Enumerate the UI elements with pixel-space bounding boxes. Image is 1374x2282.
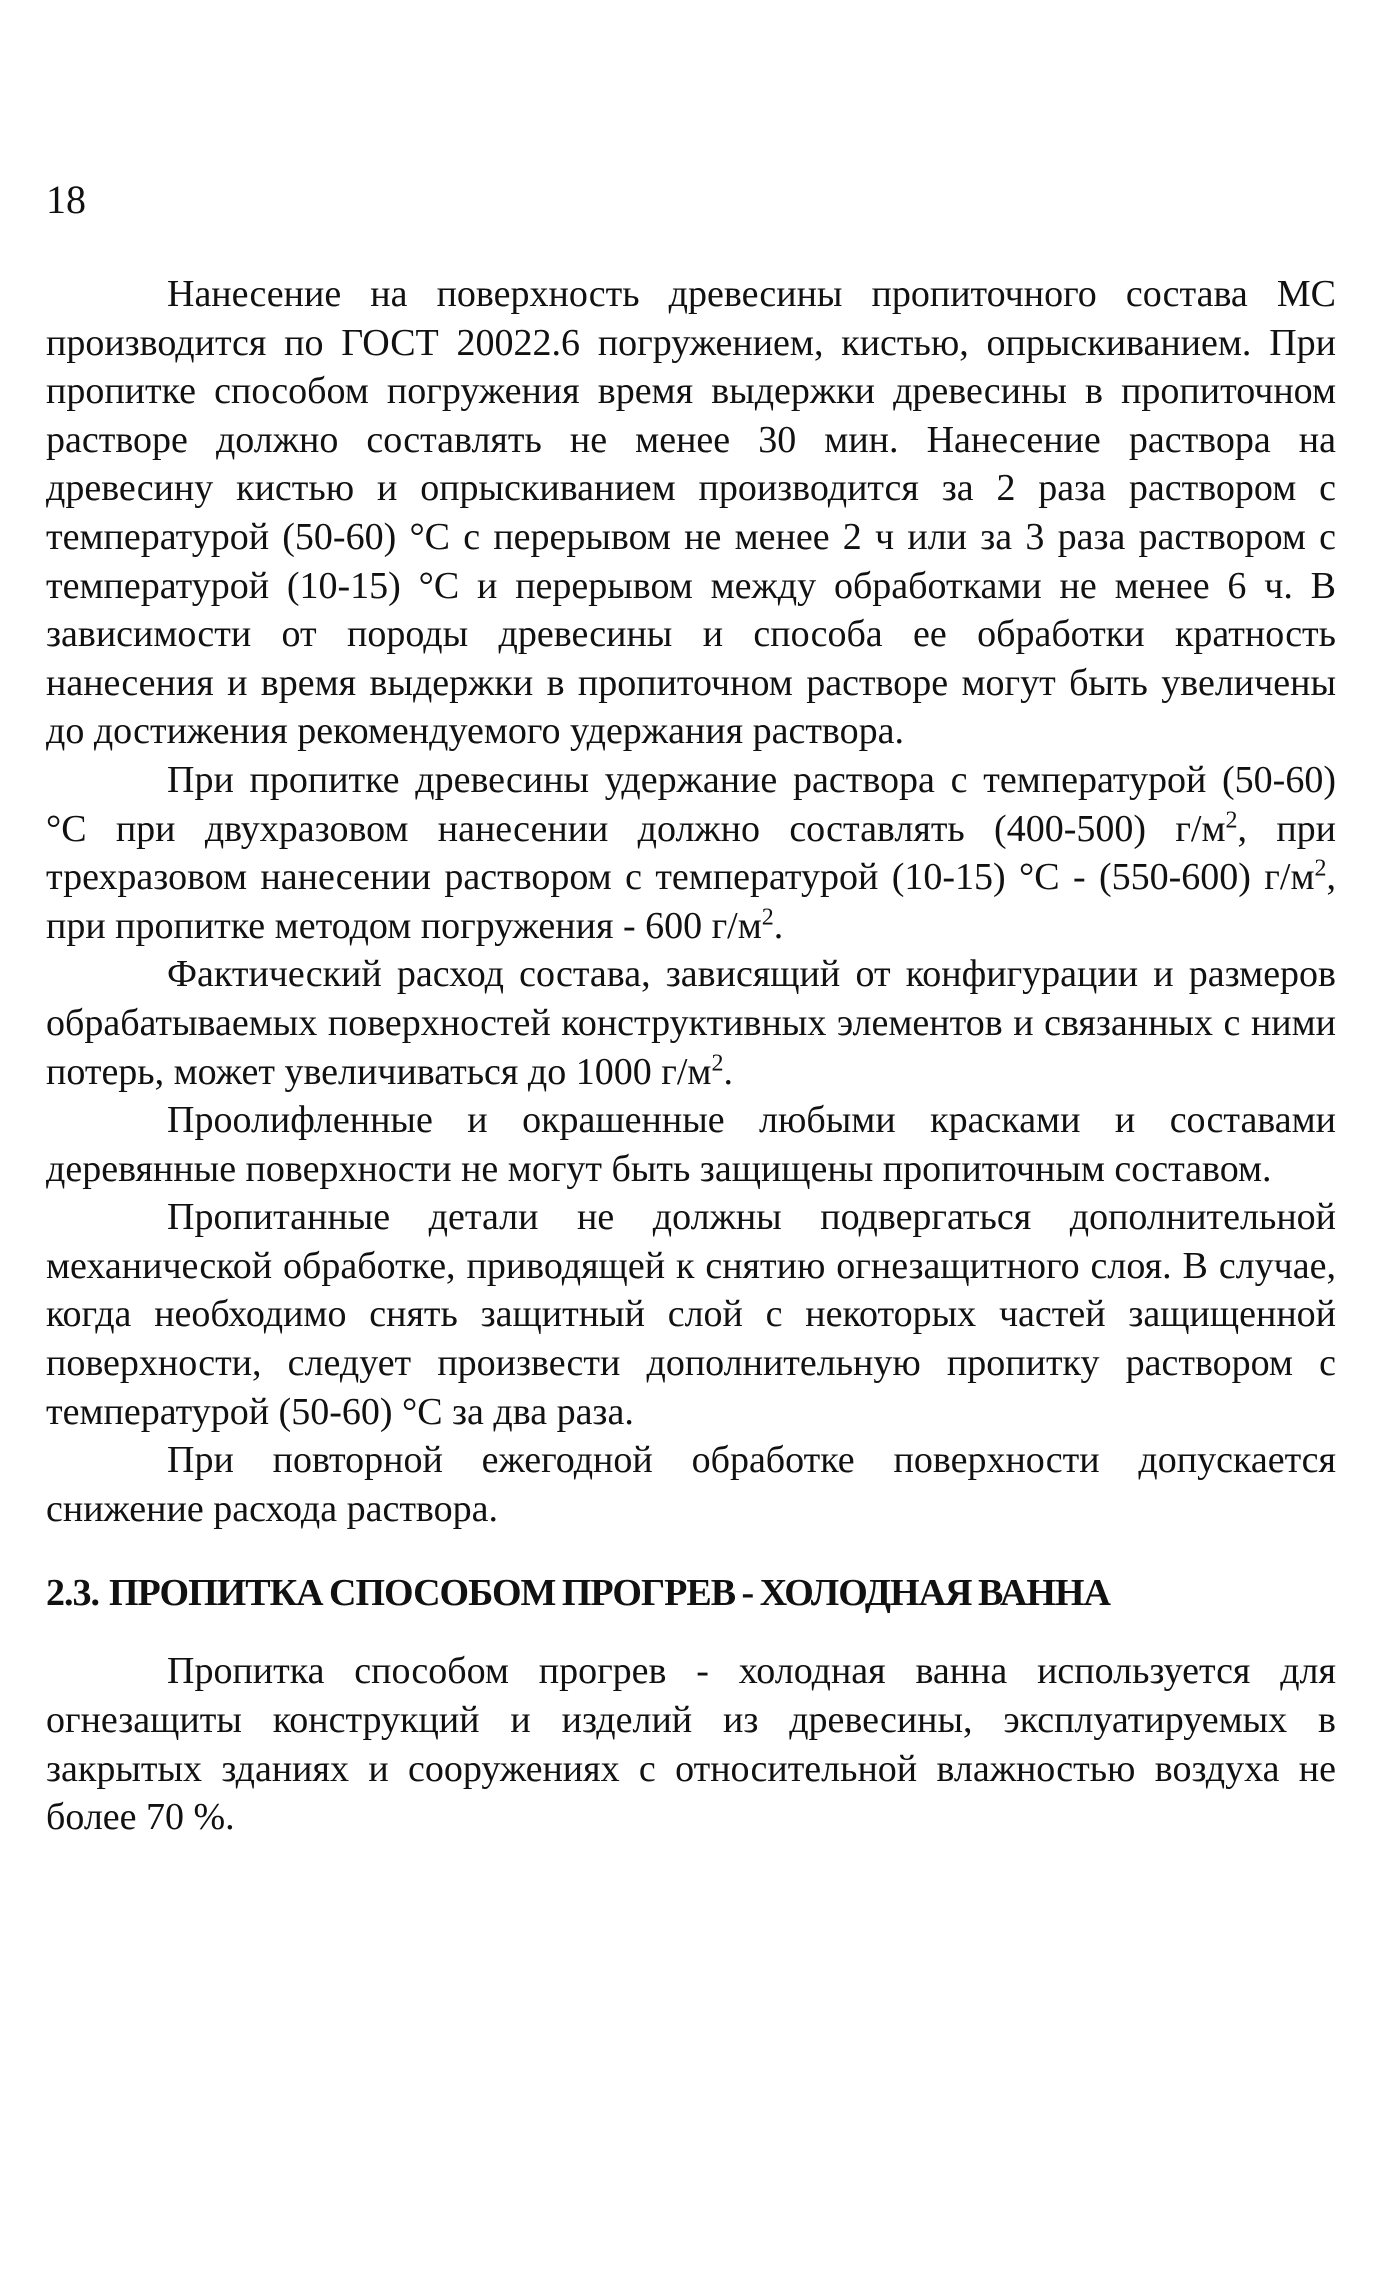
paragraph-application-methods: Нанесение на поверхность древесины пропиточного состава МС производится по ГОСТ 20022.6 погружением, кистью, опрыскиванием. При пропитке способом погружения время выдержки древесины в пропиточном растворе должно составлять не менее 30 мин. Нанесение раствора на древесину кистью и опрыскиванием производится за 2 раза раствором с температурой (50-60) °С с перерывом не менее 2 ч или за 3 раза раствором с температурой (10-15) °С и перерывом между обработками не менее 6 ч. В зависимости от породы древесины и способа ее обработки кратность нанесения и время выдержки в пропиточном растворе могут быть увеличены до достижения рекомендуемого удержания раствора. xyxy=(46,273,1336,753)
superscript: 2 xyxy=(761,904,774,931)
body-text xyxy=(46,270,1336,1842)
page-number: 18 xyxy=(46,177,86,222)
paragraph-painted-surfaces: Проолифленные и окрашенные любыми красками и составами деревянные поверхности не могут быть защищены пропиточным составом. xyxy=(46,1099,1336,1190)
section-number: 2.3. xyxy=(46,1572,99,1615)
superscript: 2 xyxy=(711,1049,724,1076)
paragraph-hot-cold-bath: Пропитка способом прогрев - холодная ванна используется для огнезащиты конструкций и изделий из древесины, эксплуатируемых в закрытых зданиях и сооружениях с относительной влажностью воздуха не более 70 %. xyxy=(46,1650,1336,1839)
paragraph-mechanical-processing: Пропитанные детали не должны подвергаться дополнительной механической обработке, приводящей к снятию огнезащитного слоя. В случае, когда необходимо снять защитный слой с некоторых частей защищенной поверхности, следует произвести дополнительную пропитку раствором с температурой (50-60) °С за два раза. xyxy=(46,1196,1336,1433)
text-fragment: , при трехразовом нанесении раствором с температурой (10-15) °С - (550-600) г/м xyxy=(46,807,1336,899)
paragraph-solution-retention xyxy=(46,756,1336,950)
section-title: ПРОПИТКА СПОСОБОМ ПРОГРЕВ - ХОЛОДНАЯ ВАННА xyxy=(109,1572,1110,1615)
paragraph-actual-consumption xyxy=(46,950,1336,1096)
section-heading xyxy=(46,1569,1336,1617)
text-fragment: При пропитке древесины удержание раствора с температурой (50-60) °С при двухразовом нанесении должно составлять (400-500) г/м xyxy=(46,758,1336,850)
superscript: 2 xyxy=(1225,806,1238,833)
superscript: 2 xyxy=(1314,855,1327,882)
text-fragment: , при пропитке методом погружения - 600 г/м xyxy=(46,856,1336,947)
paragraph-annual-treatment: При повторной ежегодной обработке поверхности допускается снижение расхода раствора. xyxy=(46,1439,1336,1530)
text-fragment: Фактический расход состава, зависящий от конфигурации и размеров обрабатываемых поверхностей конструктивных элементов и связанных с ними потерь, может увеличиваться до 1000 г/м xyxy=(46,953,1336,1093)
text-fragment: . xyxy=(773,904,784,947)
text-fragment: . xyxy=(723,1050,733,1093)
